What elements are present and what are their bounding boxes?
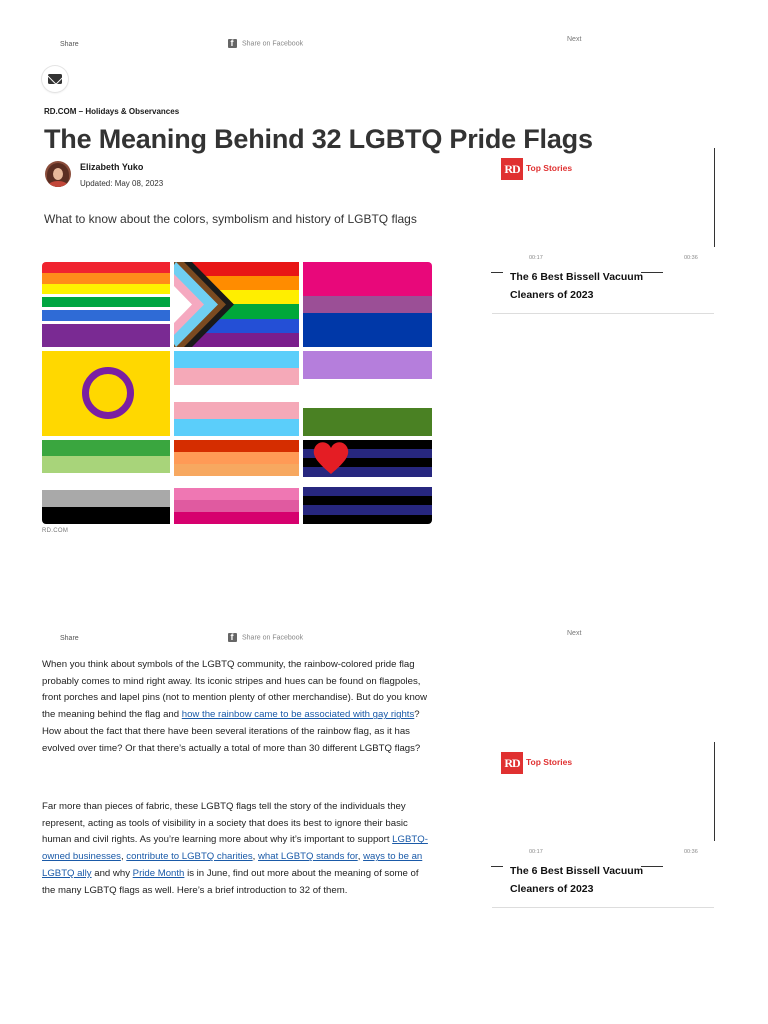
rainbow-gay-rights-link[interactable]: how the rainbow came to be associated with gay rights [181,709,415,721]
share-facebook-button[interactable] [228,629,303,647]
video-time-total: 00:36 [684,255,698,261]
next-button[interactable]: Next [567,36,582,43]
body-paragraph-1: When you think about symbols of the LGBTQ community, the rainbow-colored pride flag probably comes to mind right away. Its iconic stripes and hues can be found on flagpoles, front porches and lapel pins (not to mention plenty of other merchandise). But do you know the meaning behind the flag and how the rainbow came to be associated with gay rights? How about the fact that there have been several iterations of the rainbow flag, as it has evolved over time? Or that there’s actually a total of more than 30 different LGBTQ flags? [42,659,428,754]
lesbian-flag [174,440,299,524]
transgender-flag [174,351,299,436]
rd-logo[interactable]: RD [501,752,523,774]
video-time-total: 00:36 [684,849,698,855]
share-facebook-button[interactable] [228,35,303,53]
story-title-link[interactable]: The 6 Best Bissell Vacuum Cleaners of 2023 [510,271,644,301]
image-credit: RD.COM [42,528,69,534]
top-stories-label[interactable]: Top Stories [526,757,573,767]
video-time-elapsed: 00:17 [529,849,543,855]
lgbtq-owned-businesses-link[interactable]: LGBTQ-owned businesses [42,834,428,863]
genderqueer-flag [303,351,432,436]
lgbtq-charities-link[interactable]: contribute to LGBTQ charities [126,851,253,863]
facebook-icon [228,633,237,642]
widget-divider [714,148,715,247]
envelope-icon [48,74,62,84]
progress-pride-flag [174,262,299,347]
page-title: The Meaning Behind 32 LGBTQ Pride Flags [44,124,593,154]
widget-divider [714,742,715,841]
story-title-link[interactable]: The 6 Best Bissell Vacuum Cleaners of 2023 [510,865,644,895]
lgbtq-flags-image [42,262,432,524]
share-facebook-label: Share on Facebook [242,634,304,642]
avatar[interactable] [45,161,71,187]
breadcrumb[interactable]: RD.COM – Holidays & Observances [44,107,180,116]
article-dek: What to know about the colors, symbolism and history of LGBTQ flags [44,212,417,226]
share-label: Share [60,635,79,642]
share-label: Share [60,41,79,48]
body-paragraph-2: Far more than pieces of fabric, these LGBTQ flags tell the story of the individuals they represent, acting as tools of visibility in a society that does its best to ignore their basic human and civil rights. As you’re learning more about why it’s important to support LGBTQ-owned businesses, contribute to LGBTQ charities, what LGBTQ stands for, ways to be an LGBTQ ally and why Pride Month is in June, find out more about the meaning of some of the many LGBTQ flags as well. Here’s a brief introduction to 32 of them. [42,801,428,896]
bisexual-flag [303,262,432,347]
rainbow-flag [42,262,170,347]
lgbtq-ally-link[interactable]: ways to be an LGBTQ ally [42,851,423,879]
author-name[interactable]: Elizabeth Yuko [80,162,144,172]
intersex-flag [42,351,170,436]
rd-logo[interactable]: RD [501,158,523,180]
top-stories-label[interactable]: Top Stories [526,163,573,173]
share-facebook-label: Share on Facebook [242,40,304,48]
updated-date: Updated: May 08, 2023 [80,179,164,188]
facebook-icon [228,39,237,48]
email-share-button[interactable] [42,66,68,92]
next-button[interactable]: Next [567,630,582,637]
aromantic-flag [42,440,170,524]
what-lgbtq-stands-for-link[interactable]: what LGBTQ stands for [258,851,358,863]
video-time-elapsed: 00:17 [529,255,543,261]
pride-month-link[interactable]: Pride Month [132,867,185,879]
leather-pride-flag [303,440,432,524]
